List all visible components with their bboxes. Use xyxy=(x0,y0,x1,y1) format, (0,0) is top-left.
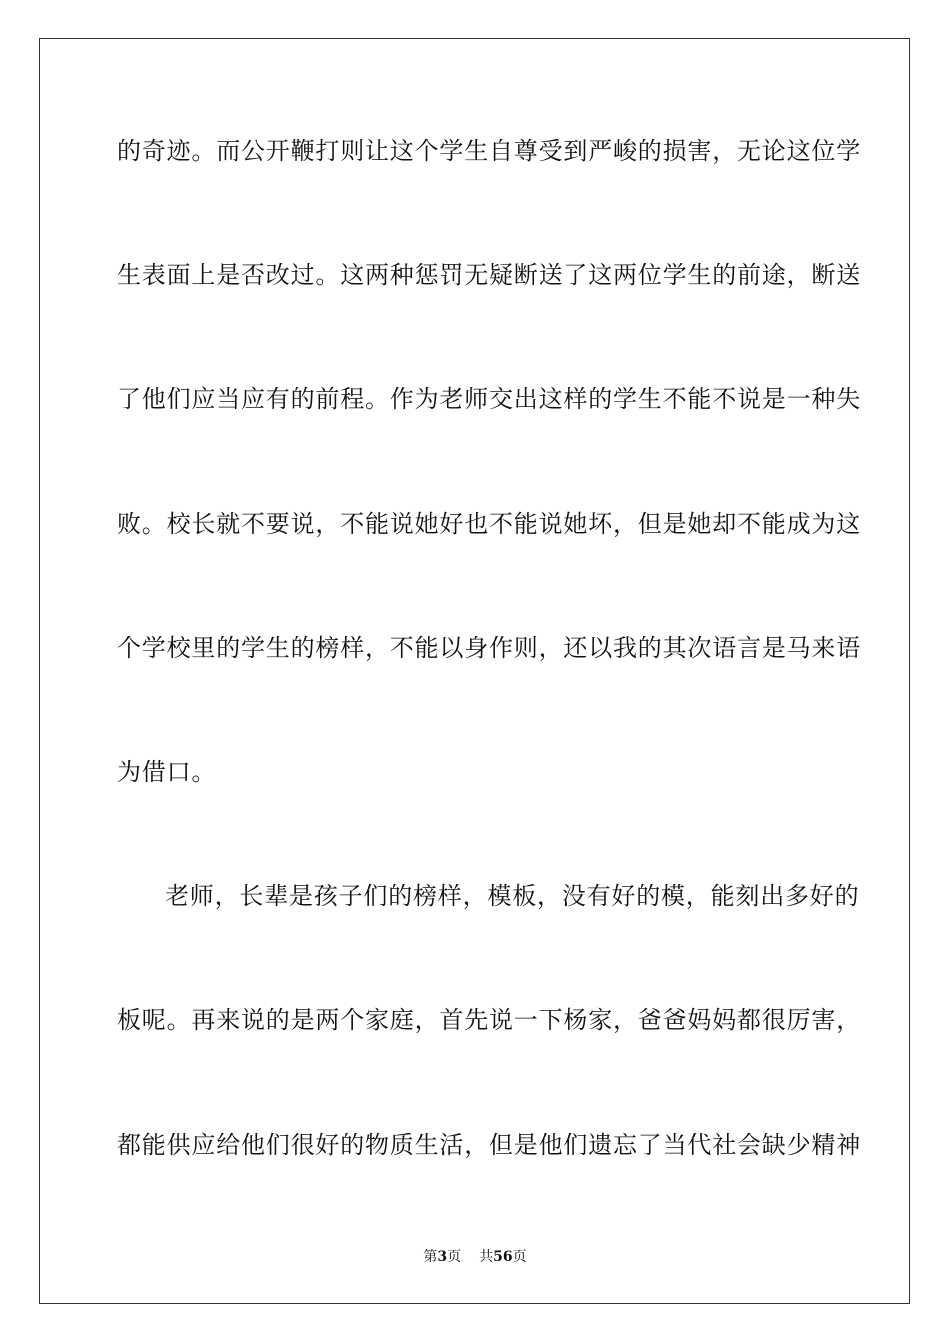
text-line-1: 的奇迹。而公开鞭打则让这个学生自尊受到严峻的损害，无论这位学 xyxy=(117,137,861,165)
text-line-2: 生表面上是否改过。这两种惩罚无疑断送了这两位学生的前途，断送 xyxy=(117,261,861,289)
text-line-5: 个学校里的学生的榜样，不能以身作则，还以我的其次语言是马来语 xyxy=(117,634,861,662)
text-line-8: 板呢。再来说的是两个家庭，首先说一下杨家，爸爸妈妈都很厉害， xyxy=(117,1006,861,1034)
page-prefix: 第 xyxy=(423,1249,438,1265)
text-line-6: 为借口。 xyxy=(117,758,217,786)
page-suffix: 页 xyxy=(447,1249,462,1265)
page-footer xyxy=(0,1248,950,1266)
total-suffix: 页 xyxy=(512,1249,527,1265)
text-line-9: 都能供应给他们很好的物质生活，但是他们遗忘了当代社会缺少精神 xyxy=(117,1131,861,1159)
page-number: 3 xyxy=(437,1249,448,1265)
total-pages: 56 xyxy=(493,1249,513,1265)
text-line-3: 了他们应当应有的前程。作为老师交出这样的学生不能不说是一种失 xyxy=(117,385,861,413)
text-line-7: 老师，长辈是孩子们的榜样，模板，没有好的模，能刻出多好的 xyxy=(165,882,860,910)
text-line-4: 败。校长就不要说，不能说她好也不能说她坏，但是她却不能成为这 xyxy=(117,510,861,538)
page-border xyxy=(39,38,910,1304)
total-prefix: 共 xyxy=(479,1249,494,1265)
